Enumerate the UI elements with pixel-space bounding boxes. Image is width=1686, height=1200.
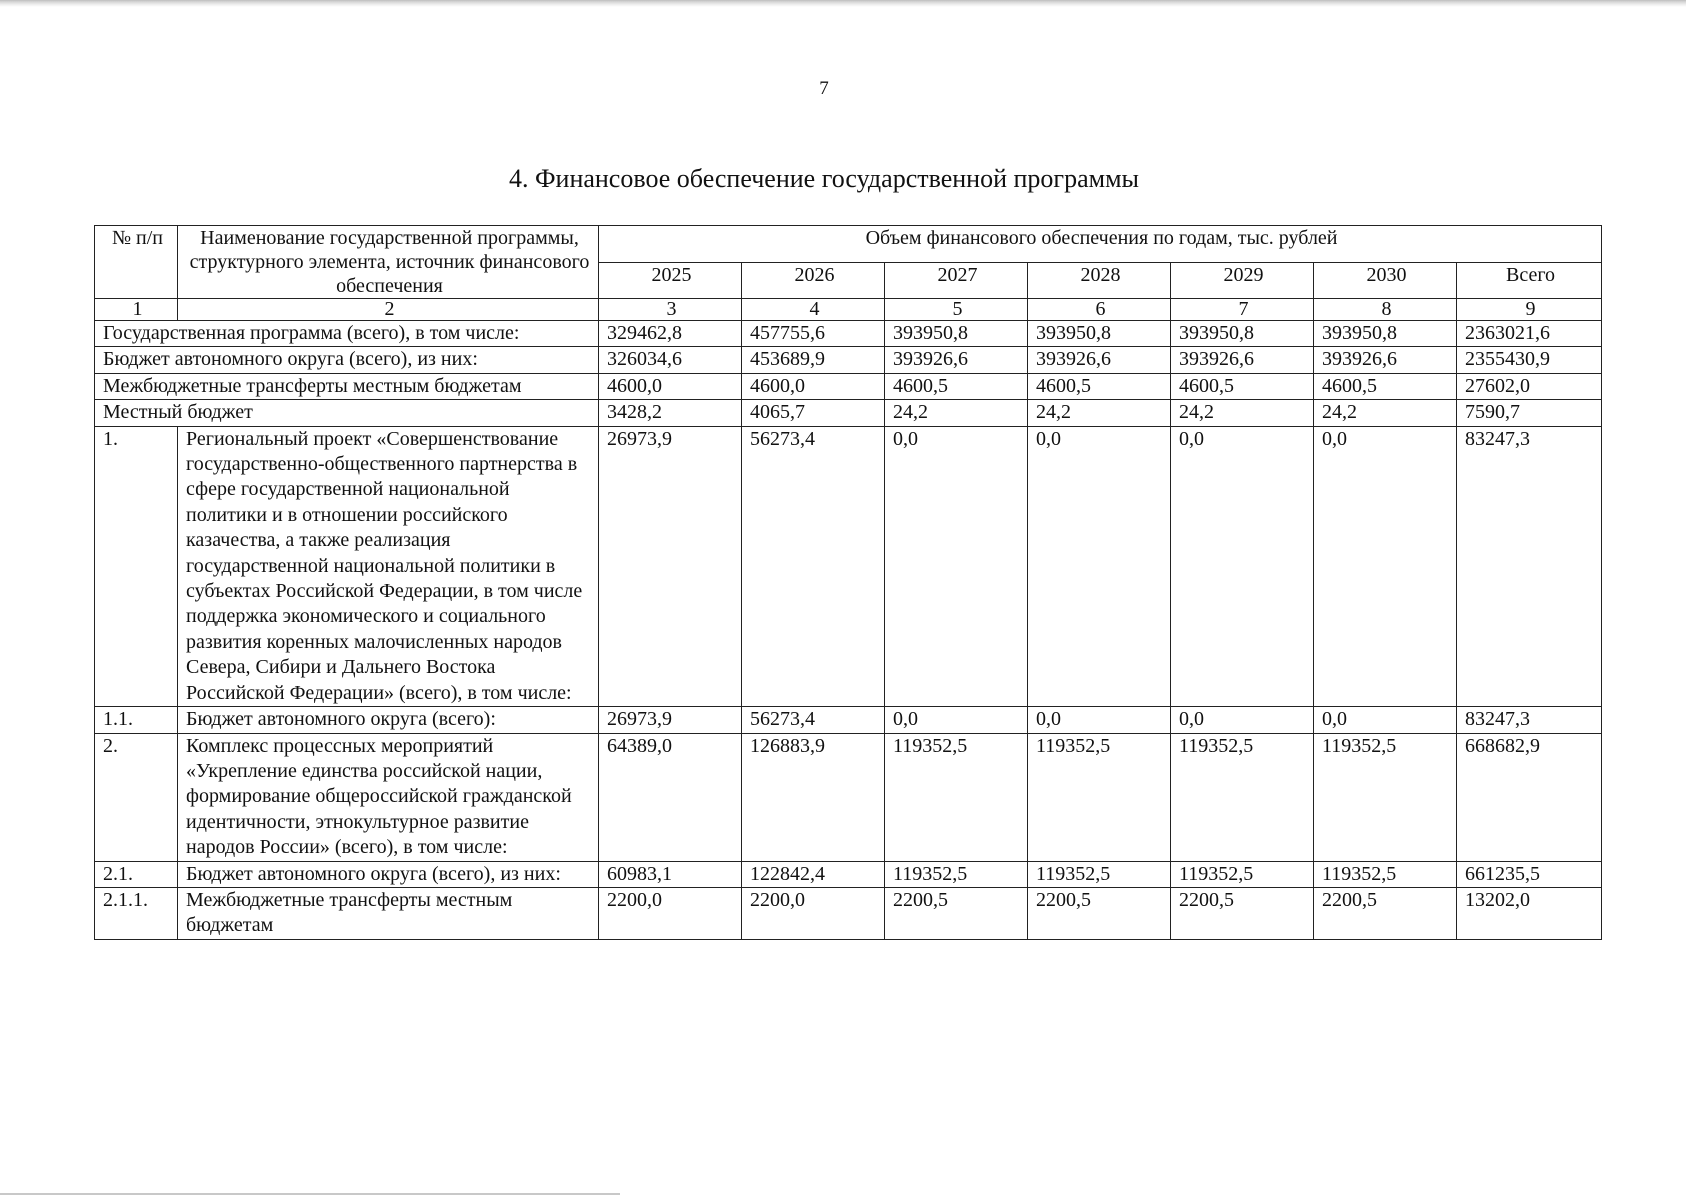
value-cell: 393950,8 xyxy=(885,321,1028,347)
value-cell: 119352,5 xyxy=(1314,733,1457,861)
summary-row-label: Местный бюджет xyxy=(95,400,599,426)
value-cell: 453689,9 xyxy=(742,347,885,373)
total-cell: 2363021,6 xyxy=(1457,321,1602,347)
value-cell: 24,2 xyxy=(1314,400,1457,426)
value-cell: 393926,6 xyxy=(885,347,1028,373)
row-name: Бюджет автономного округа (всего): xyxy=(178,707,599,733)
summary-row-district-budget xyxy=(95,347,1602,373)
value-cell: 329462,8 xyxy=(599,321,742,347)
column-numbers-row xyxy=(95,299,1602,321)
summary-row-label: Бюджет автономного округа (всего), из них: xyxy=(95,347,599,373)
row-name: Региональный проект «Совершенствование государственно-общественного партнерства в сфере государственной национальной политики и в отношении российского казачества, а также реализация государственной национальной политики в субъектах Российской Федерации, в том числе поддержка экономического и социального развития коренных малочисленных народов Севера, Сибири и Дальнего Востока Российской Федерации» (всего), в том числе: xyxy=(178,426,599,706)
value-cell: 0,0 xyxy=(1171,426,1314,706)
header-year: 2026 xyxy=(742,262,885,299)
header-col-num: № п/п xyxy=(95,226,178,299)
value-cell: 2200,0 xyxy=(599,887,742,939)
column-number: 3 xyxy=(599,299,742,321)
value-cell: 4600,5 xyxy=(1171,373,1314,399)
value-cell: 2200,5 xyxy=(1171,887,1314,939)
summary-row-interbudget-transfers xyxy=(95,373,1602,399)
total-cell: 13202,0 xyxy=(1457,887,1602,939)
value-cell: 2200,5 xyxy=(1314,887,1457,939)
header-year: 2030 xyxy=(1314,262,1457,299)
summary-row-local-budget xyxy=(95,400,1602,426)
row-number: 1. xyxy=(95,426,178,706)
value-cell: 3428,2 xyxy=(599,400,742,426)
value-cell: 4600,5 xyxy=(885,373,1028,399)
value-cell: 4600,0 xyxy=(742,373,885,399)
value-cell: 26973,9 xyxy=(599,426,742,706)
value-cell: 26973,9 xyxy=(599,707,742,733)
value-cell: 0,0 xyxy=(1028,426,1171,706)
document-title: 4. Финансовое обеспечение государственной программы xyxy=(508,164,1140,193)
header-col-name: Наименование государственной программы, структурного элемента, источник финансового обеспечения xyxy=(178,226,599,299)
value-cell: 4600,5 xyxy=(1028,373,1171,399)
value-cell: 2200,5 xyxy=(1028,887,1171,939)
column-number: 4 xyxy=(742,299,885,321)
row-number: 2.1.1. xyxy=(95,887,178,939)
value-cell: 393950,8 xyxy=(1171,321,1314,347)
header-row-1 xyxy=(95,226,1602,263)
header-year: 2028 xyxy=(1028,262,1171,299)
header-total: Всего xyxy=(1457,262,1602,299)
value-cell: 119352,5 xyxy=(885,861,1028,887)
header-year: 2029 xyxy=(1171,262,1314,299)
value-cell: 119352,5 xyxy=(1171,861,1314,887)
value-cell: 119352,5 xyxy=(1171,733,1314,861)
table-row-regional-project xyxy=(95,426,1602,706)
value-cell: 0,0 xyxy=(1171,707,1314,733)
total-cell: 2355430,9 xyxy=(1457,347,1602,373)
value-cell: 0,0 xyxy=(885,707,1028,733)
total-cell: 661235,5 xyxy=(1457,861,1602,887)
value-cell: 56273,4 xyxy=(742,707,885,733)
value-cell: 393950,8 xyxy=(1314,321,1457,347)
scan-edge-bottom xyxy=(0,1193,620,1195)
value-cell: 393950,8 xyxy=(1028,321,1171,347)
row-number: 2. xyxy=(95,733,178,861)
value-cell: 0,0 xyxy=(1028,707,1171,733)
value-cell: 457755,6 xyxy=(742,321,885,347)
value-cell: 64389,0 xyxy=(599,733,742,861)
value-cell: 24,2 xyxy=(1171,400,1314,426)
value-cell: 393926,6 xyxy=(1314,347,1457,373)
total-cell: 83247,3 xyxy=(1457,426,1602,706)
value-cell: 119352,5 xyxy=(1028,733,1171,861)
column-number: 6 xyxy=(1028,299,1171,321)
total-cell: 668682,9 xyxy=(1457,733,1602,861)
total-cell: 7590,7 xyxy=(1457,400,1602,426)
value-cell: 2200,0 xyxy=(742,887,885,939)
value-cell: 393926,6 xyxy=(1171,347,1314,373)
table-row-interbudget-transfers xyxy=(95,887,1602,939)
value-cell: 24,2 xyxy=(1028,400,1171,426)
value-cell: 4600,5 xyxy=(1314,373,1457,399)
value-cell: 4065,7 xyxy=(742,400,885,426)
header-year: 2027 xyxy=(885,262,1028,299)
column-number: 5 xyxy=(885,299,1028,321)
value-cell: 4600,0 xyxy=(599,373,742,399)
column-number: 1 xyxy=(95,299,178,321)
table-row-regional-project-district-budget xyxy=(95,707,1602,733)
row-number: 1.1. xyxy=(95,707,178,733)
header-funding-group: Объем финансового обеспечения по годам, тыс. рублей xyxy=(599,226,1602,263)
value-cell: 2200,5 xyxy=(885,887,1028,939)
value-cell: 56273,4 xyxy=(742,426,885,706)
summary-row-label: Государственная программа (всего), в том числе: xyxy=(95,321,599,347)
page-number: 7 xyxy=(819,78,829,99)
value-cell: 119352,5 xyxy=(1028,861,1171,887)
financing-table xyxy=(94,225,1602,940)
value-cell: 119352,5 xyxy=(885,733,1028,861)
row-name: Межбюджетные трансферты местным бюджетам xyxy=(178,887,599,939)
total-cell: 27602,0 xyxy=(1457,373,1602,399)
value-cell: 326034,6 xyxy=(599,347,742,373)
header-year: 2025 xyxy=(599,262,742,299)
table-row-process-complex-district-budget xyxy=(95,861,1602,887)
value-cell: 0,0 xyxy=(885,426,1028,706)
summary-row-label: Межбюджетные трансферты местным бюджетам xyxy=(95,373,599,399)
value-cell: 126883,9 xyxy=(742,733,885,861)
value-cell: 119352,5 xyxy=(1314,861,1457,887)
column-number: 7 xyxy=(1171,299,1314,321)
column-number: 8 xyxy=(1314,299,1457,321)
column-number: 2 xyxy=(178,299,599,321)
table-row-process-complex xyxy=(95,733,1602,861)
value-cell: 60983,1 xyxy=(599,861,742,887)
value-cell: 0,0 xyxy=(1314,426,1457,706)
row-number: 2.1. xyxy=(95,861,178,887)
value-cell: 24,2 xyxy=(885,400,1028,426)
value-cell: 122842,4 xyxy=(742,861,885,887)
row-name: Бюджет автономного округа (всего), из них: xyxy=(178,861,599,887)
summary-row-program-total xyxy=(95,321,1602,347)
total-cell: 83247,3 xyxy=(1457,707,1602,733)
column-number: 9 xyxy=(1457,299,1602,321)
value-cell: 0,0 xyxy=(1314,707,1457,733)
scan-edge-top xyxy=(0,0,1686,7)
row-name: Комплекс процессных мероприятий «Укрепление единства российской нации, формирование общероссийской гражданской идентичности, этнокультурное развитие народов России» (всего), в том числе: xyxy=(178,733,599,861)
value-cell: 393926,6 xyxy=(1028,347,1171,373)
